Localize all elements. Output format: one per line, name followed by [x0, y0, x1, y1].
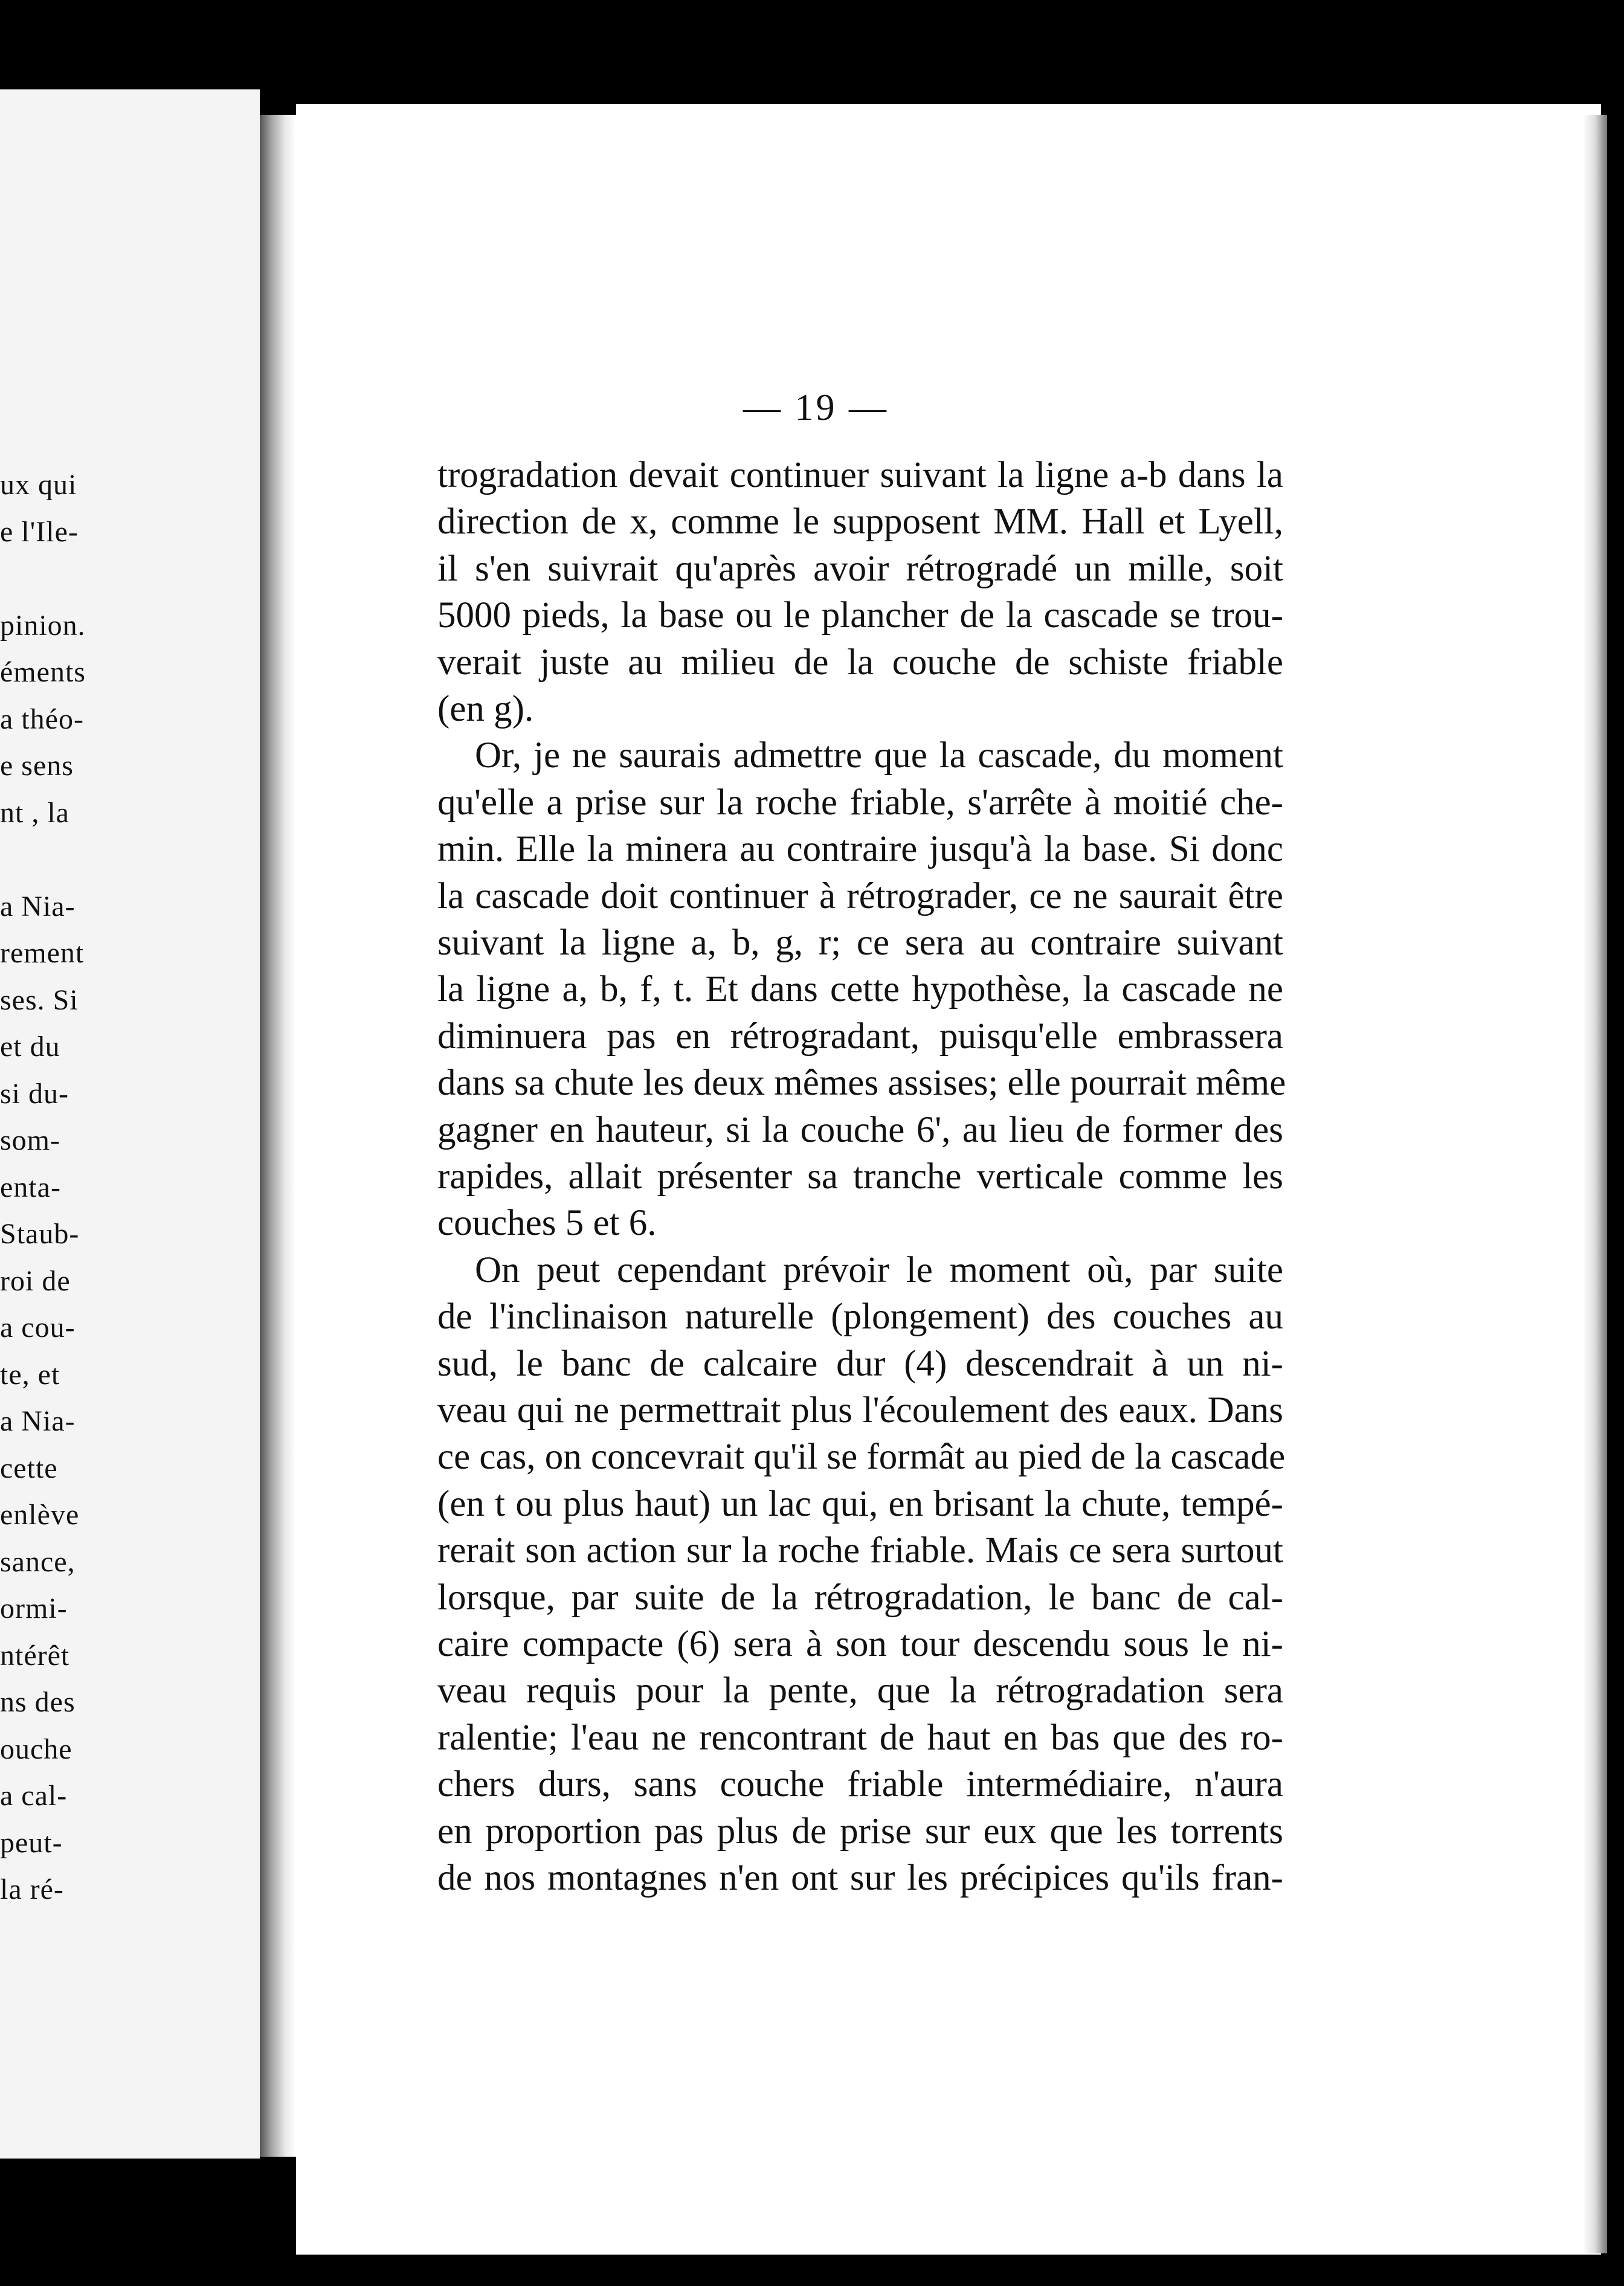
body-line: chers durs, sans couche friable intermédiaire, n'aura	[437, 1764, 1283, 1805]
body-line: la cascade doit continuer à rétrograder, ce ne saurait être	[437, 875, 1283, 916]
left-page-line: si du-	[0, 1077, 69, 1110]
left-page-gutter	[260, 115, 296, 2157]
left-page-line: la ré-	[0, 1873, 64, 1905]
left-page-line: rement	[0, 937, 85, 969]
body-line: 5000 pieds, la base ou le plancher de la cascade se trou-	[437, 595, 1283, 636]
body-line: veau qui ne permettrait plus l'écoulement des eaux. Dans	[437, 1390, 1283, 1431]
body-line: ce cas, on concevrait qu'il se formât au pied de la cascade	[437, 1437, 1286, 1478]
left-page-line: ouche	[0, 1733, 72, 1765]
left-page-line: ormi-	[0, 1592, 68, 1624]
left-page-line: te, et	[0, 1358, 60, 1391]
left-page-line: ses. Si	[0, 984, 79, 1016]
body-line: min. Elle la minera au contraire jusqu'à la base. Si donc	[437, 829, 1283, 870]
body-line: trogradation devait continuer suivant la ligne a-b dans la	[437, 455, 1283, 495]
body-line: rerait son action sur la roche friable. Mais ce sera surtout	[437, 1530, 1283, 1571]
left-page-line: e l'Ile-	[0, 515, 79, 548]
body-line: On peut cependant prévoir le moment où, par suite	[475, 1249, 1283, 1290]
body-line: caire compacte (6) sera à son tour descendu sous le ni-	[437, 1624, 1283, 1664]
left-page-line: Staub-	[0, 1218, 80, 1250]
left-page-line: e sens	[0, 750, 74, 782]
body-line: qu'elle a prise sur la roche friable, s'arrête à moitié che-	[437, 782, 1283, 823]
right-page-edge	[1583, 115, 1607, 2253]
body-line: sud, le banc de calcaire dur (4) descendrait à un ni-	[437, 1343, 1283, 1384]
left-page-line: ns des	[0, 1686, 76, 1718]
body-line: il s'en suivrait qu'après avoir rétrogradé un mille, soit	[437, 548, 1283, 589]
body-line: veau requis pour la pente, que la rétrogradation sera	[437, 1670, 1283, 1711]
body-line: (en g).	[437, 689, 534, 729]
body-line: dans sa chute les deux mêmes assises; elle pourrait même	[437, 1063, 1286, 1104]
body-line: suivant la ligne a, b, g, r; ce sera au contraire suivant	[437, 922, 1283, 963]
body-line: direction de x, comme le supposent MM. Hall et Lyell,	[437, 501, 1283, 543]
left-page-line: éments	[0, 656, 86, 688]
left-page-line: a Nia-	[0, 1405, 76, 1437]
body-line: Or, je ne saurais admettre que la cascade, du moment	[475, 735, 1283, 776]
body-line: rapides, allait présenter sa tranche verticale comme les	[437, 1156, 1283, 1197]
left-page-line: som-	[0, 1124, 60, 1156]
left-page-line: cette	[0, 1452, 58, 1484]
body-line: couches 5 et 6.	[437, 1203, 657, 1244]
left-page-line: a théo-	[0, 703, 84, 735]
left-page-line: peut-	[0, 1826, 63, 1859]
body-line: ralentie; l'eau ne rencontrant de haut en bas que des ro-	[437, 1717, 1283, 1758]
left-page-line: ux qui	[0, 469, 77, 501]
left-page-line: ntérêt	[0, 1639, 70, 1672]
left-page-line: sance,	[0, 1545, 76, 1578]
body-line: en proportion pas plus de prise sur eux que les torrents	[437, 1811, 1283, 1852]
left-page-line: a Nia-	[0, 890, 76, 922]
body-line: verait juste au milieu de la couche de schiste friable	[437, 642, 1283, 683]
left-page-line: roi de	[0, 1264, 71, 1297]
body-line: diminuera pas en rétrogradant, puisqu'elle embrassera	[437, 1016, 1283, 1057]
body-line: de nos montagnes n'en ont sur les précipices qu'ils fran-	[437, 1858, 1283, 1898]
left-page-line: a cou-	[0, 1312, 76, 1344]
left-page-line: a cal-	[0, 1780, 68, 1812]
body-line: gagner en hauteur, si la couche 6', au lieu de former des	[437, 1109, 1283, 1150]
body-line: de l'inclinaison naturelle (plongement) des couches au	[437, 1296, 1283, 1338]
left-page-line: et du	[0, 1031, 60, 1063]
body-line: (en t ou plus haut) un lac qui, en brisant la chute, tempé-	[437, 1483, 1283, 1524]
page-number: — 19 —	[743, 387, 889, 428]
left-page-line: enlève	[0, 1499, 80, 1531]
left-page-line: nt , la	[0, 796, 69, 829]
left-page-line: pinion.	[0, 609, 86, 642]
body-line: la ligne a, b, f, t. Et dans cette hypothèse, la cascade ne	[437, 969, 1283, 1010]
body-line: lorsque, par suite de la rétrogradation, le banc de cal-	[437, 1577, 1283, 1618]
left-page-line: enta-	[0, 1171, 61, 1203]
